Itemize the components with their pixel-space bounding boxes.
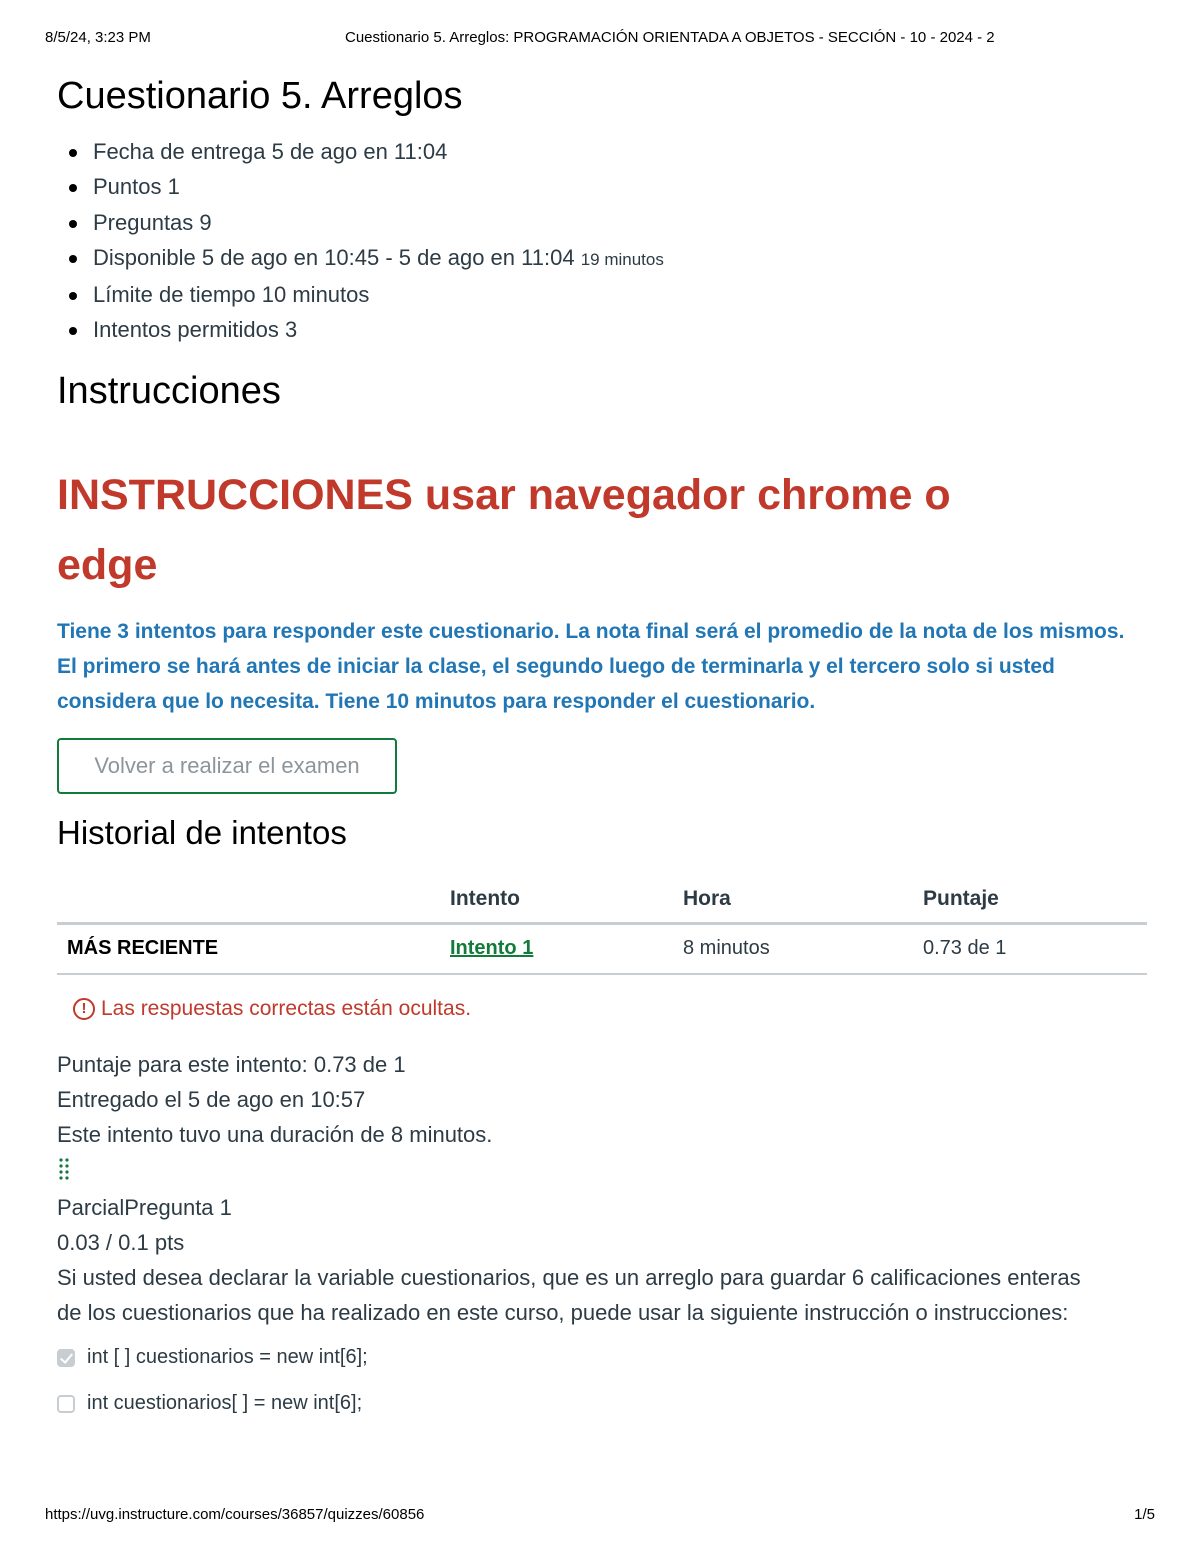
bullet-icon [69, 184, 77, 192]
print-date: 8/5/24, 3:23 PM [45, 29, 151, 46]
detail-label: Límite de tiempo [93, 282, 256, 308]
question-points: 0.03 / 0.1 pts [57, 1229, 185, 1255]
attempt-score: 0.73 de 1 [923, 923, 1147, 974]
detail-value: 5 de ago en 11:04 [271, 139, 448, 164]
detail-extra: 19 minutos [580, 249, 664, 269]
print-header [45, 29, 1155, 49]
answer-text: int [ ] cuestionarios = new int[6]; [87, 1346, 368, 1369]
detail-points [57, 169, 1147, 204]
answers-hidden-notice [73, 997, 1147, 1021]
column-header-score: Puntaje [923, 876, 1147, 924]
print-document-title: Cuestionario 5. Arreglos: PROGRAMACIÓN ORIENTADA A OBJETOS - SECCIÓN - 10 - 2024 - 2 [345, 29, 995, 46]
question-text: Si usted desea declarar la variable cuestionarios, que es un arreglo para guardar 6 calificaciones enteras de los cuestionarios que ha realizado en este curso, puede usar la siguiente instrucción o instrucciones: [57, 1265, 1081, 1326]
instructions-red-line-2: edge [57, 540, 158, 589]
bullet-icon [69, 220, 77, 228]
column-header-time: Hora [683, 876, 923, 924]
warning-icon: ! [73, 998, 95, 1020]
instructions-red-line-1: INSTRUCCIONES usar navegador chrome o [57, 470, 951, 519]
detail-label: Disponible [93, 244, 196, 270]
attempt-cell [450, 923, 683, 974]
drag-handle-icon [57, 1157, 71, 1181]
detail-time-limit [57, 277, 1147, 312]
attempt-duration-summary: Este intento tuvo una duración de 8 minutos. [57, 1122, 493, 1148]
attempt-history-table [57, 876, 1147, 975]
attempt-summary [57, 1047, 1147, 1153]
detail-value: 9 [199, 209, 212, 235]
bullet-icon [69, 149, 77, 157]
detail-allowed-attempts [57, 312, 1147, 347]
attempt-time: 8 minutos [683, 923, 923, 974]
detail-value: 1 [167, 174, 180, 200]
answer-text: int cuestionarios[ ] = new int[6]; [87, 1392, 363, 1415]
latest-attempt-tag: MÁS RECIENTE [57, 923, 450, 974]
column-header-attempt: Intento [450, 876, 683, 924]
detail-value: 10 minutos [261, 282, 370, 308]
print-url: https://uvg.instructure.com/courses/36857/quizzes/60856 [45, 1506, 425, 1523]
page-title: Cuestionario 5. Arreglos [57, 75, 463, 117]
attempt-submitted-summary: Entregado el 5 de ago en 10:57 [57, 1086, 366, 1112]
instructions-heading: Instrucciones [57, 369, 281, 412]
detail-label: Puntos [93, 174, 162, 200]
answer-checkbox[interactable] [57, 1395, 75, 1413]
print-page-number: 1/5 [1134, 1506, 1155, 1523]
detail-questions [57, 205, 1147, 240]
instructions-browser-warning [57, 460, 1147, 600]
attempt-score-summary: Puntaje para este intento: 0.73 de 1 [57, 1051, 406, 1077]
question-label: ParcialPregunta 1 [57, 1194, 232, 1220]
question-1 [57, 1190, 1147, 1419]
detail-value: 5 de ago en 10:45 - 5 de ago en 11:04 [201, 244, 575, 270]
print-footer [45, 1506, 1155, 1523]
detail-available [57, 240, 1147, 277]
answer-checkbox-checked[interactable] [57, 1349, 75, 1367]
bullet-icon [69, 255, 77, 263]
detail-label: Preguntas [93, 209, 194, 235]
detail-due-date [57, 134, 1147, 169]
column-header-tag [57, 876, 450, 924]
bullet-icon [69, 327, 77, 335]
answers-hidden-text: Las respuestas correctas están ocultas. [101, 996, 472, 1020]
detail-value: 3 [285, 317, 298, 343]
quiz-content [57, 70, 1147, 1419]
table-header-row [57, 876, 1147, 924]
attempt-history-heading: Historial de intentos [57, 813, 347, 851]
detail-label: Intentos permitidos [93, 317, 279, 343]
retake-quiz-button[interactable]: Volver a realizar el examen [57, 738, 397, 794]
answer-option[interactable] [57, 1343, 1147, 1373]
table-row [57, 923, 1147, 974]
bullet-icon [69, 292, 77, 300]
answer-option[interactable] [57, 1389, 1147, 1419]
quiz-details-list [57, 134, 1147, 348]
detail-label: Fecha de entrega [93, 139, 266, 164]
instructions-attempts-text: Tiene 3 intentos para responder este cuestionario. La nota final será el promedio de la nota de los mismos. El primero se hará antes de iniciar la clase, el segundo luego de terminarla y el tercero solo si usted considera que lo necesita. Tiene 10 minutos para responder el cuestionario. [57, 619, 1125, 714]
attempt-link[interactable]: Intento 1 [450, 937, 534, 960]
